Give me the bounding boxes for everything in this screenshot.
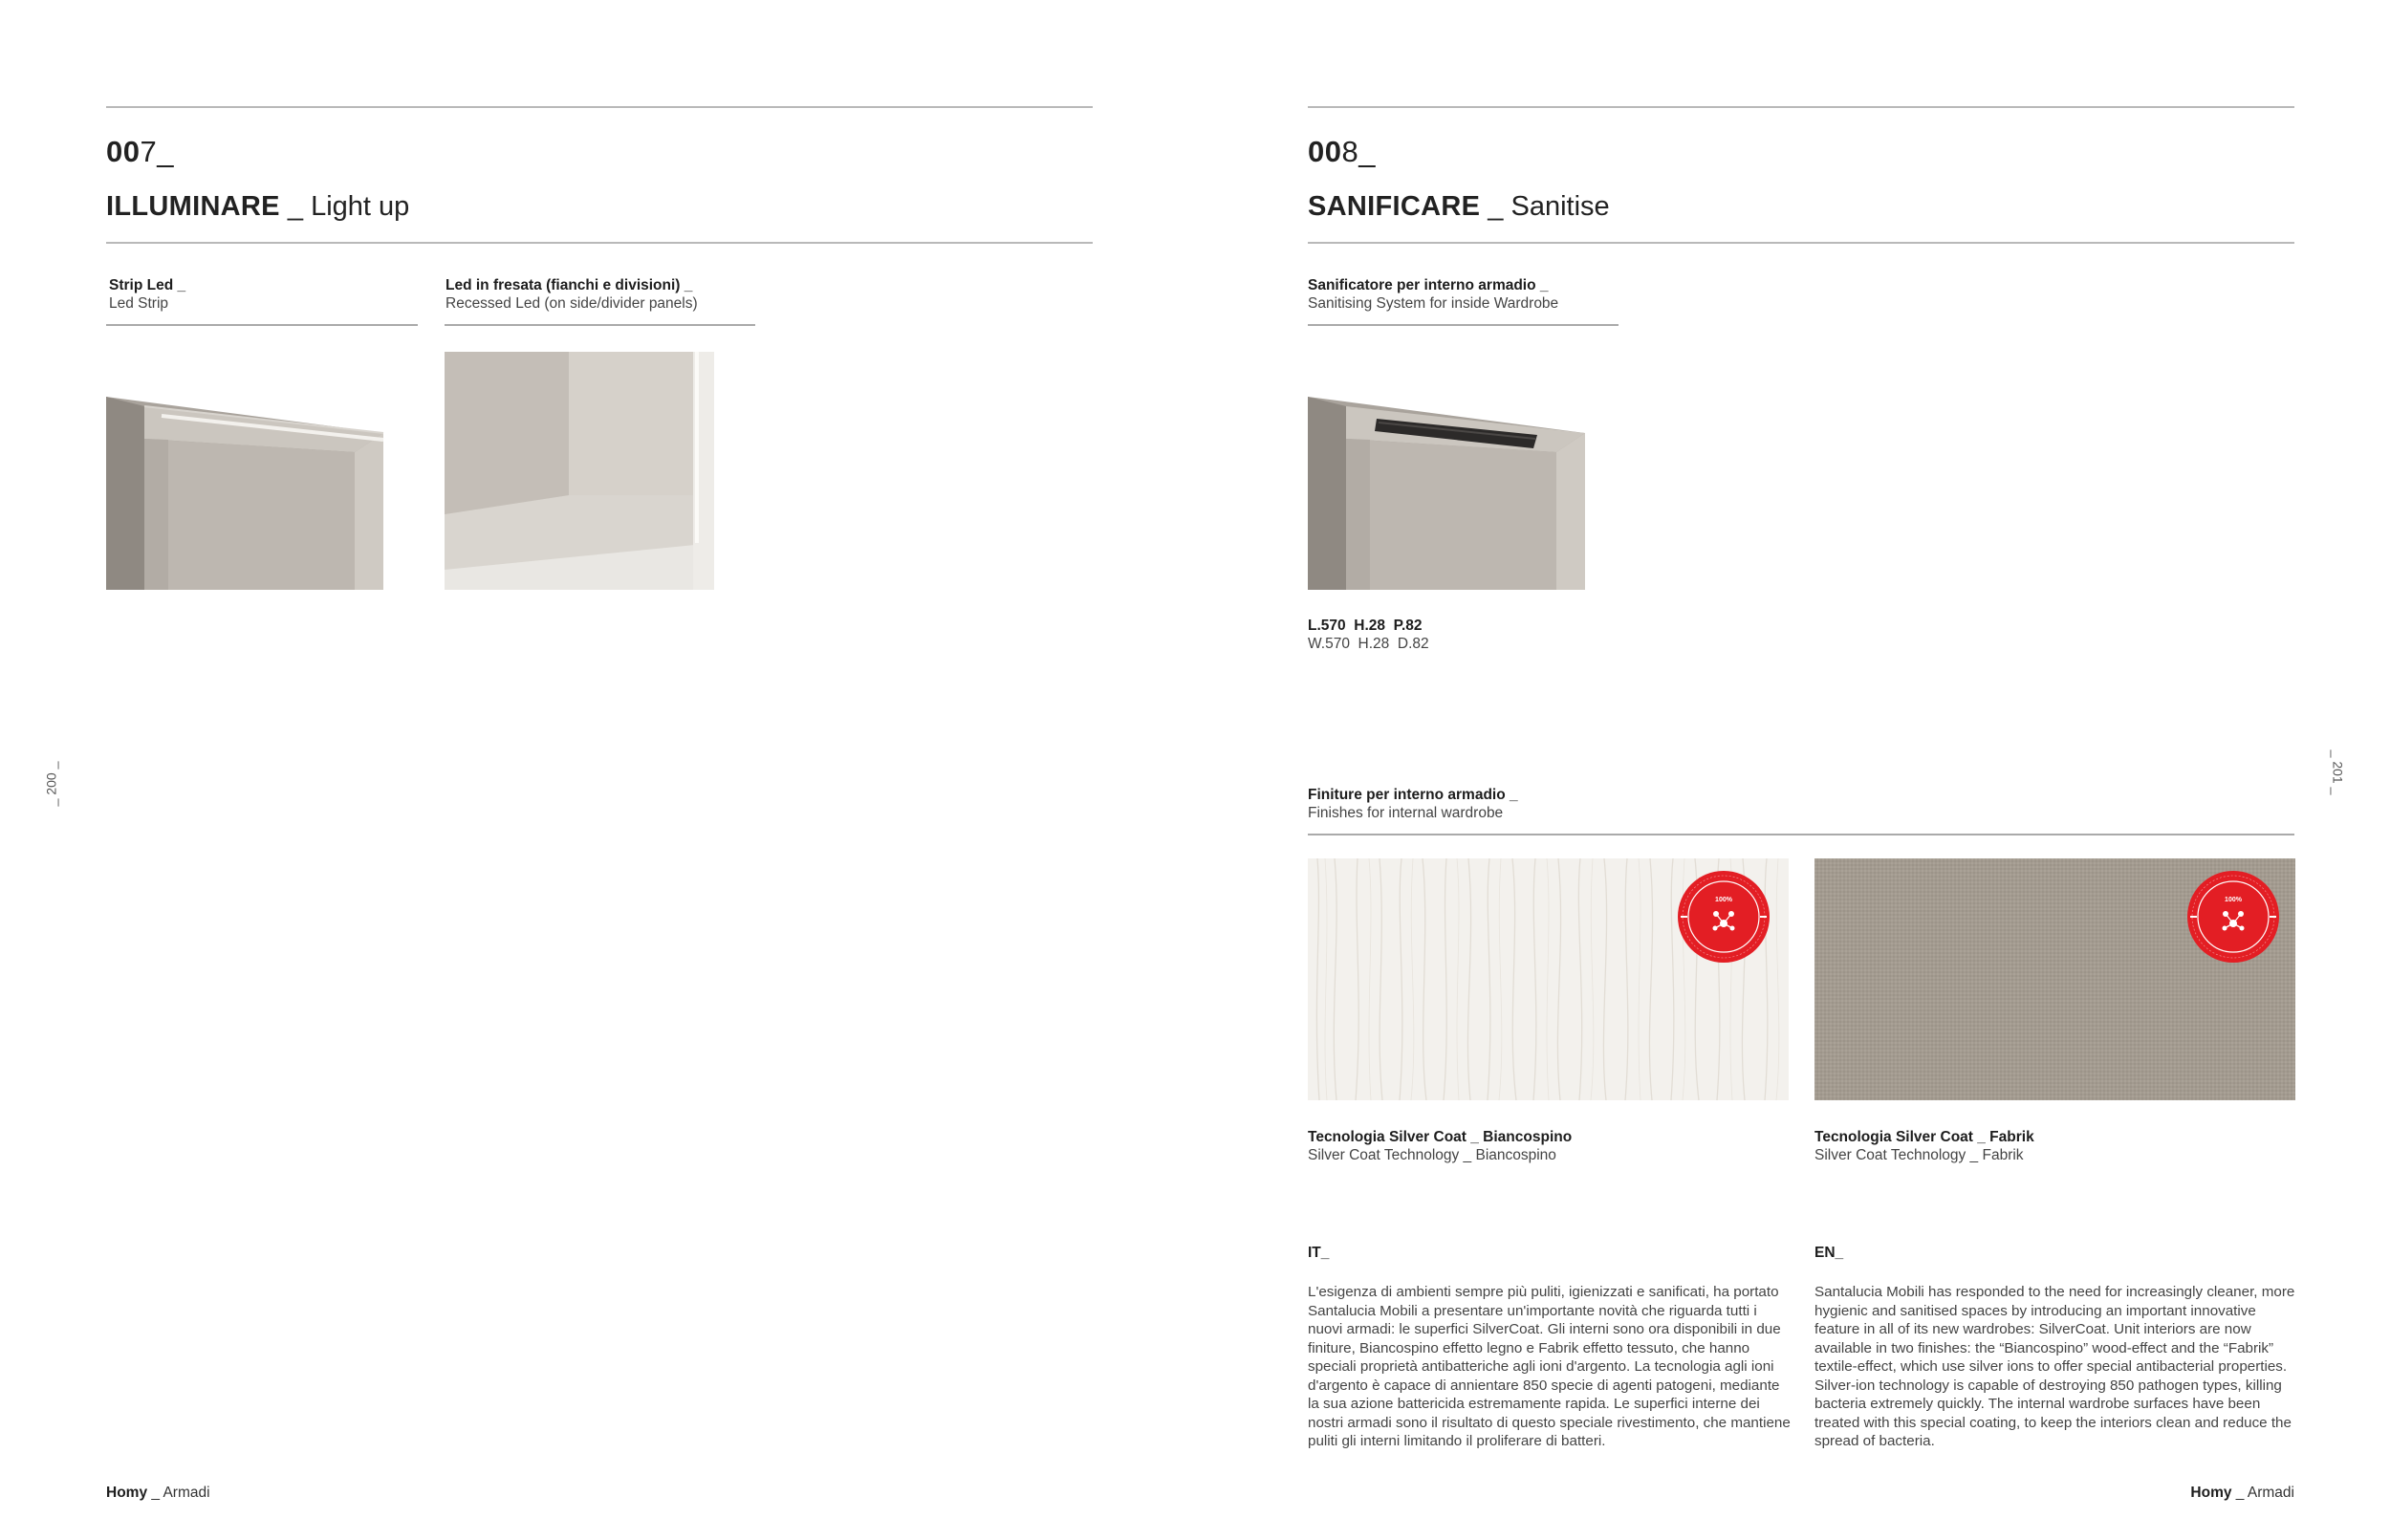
- item-label-sanitiser: Sanificatore per interno armadio _ Sanitising System for inside Wardrobe: [1308, 277, 1559, 312]
- strip-led-photo: [106, 397, 393, 590]
- sanitiser-photo: [1308, 397, 1595, 590]
- item-label-recessed-led: Led in fresata (fianchi e divisioni) _ Recessed Led (on side/divider panels): [445, 277, 698, 312]
- section-rule-left: [106, 242, 1093, 244]
- page-number-200: _ 200 _: [43, 761, 59, 807]
- section-number-008: 008_: [1308, 135, 1376, 168]
- top-rule-right: [1308, 106, 2294, 108]
- top-rule-left: [106, 106, 1093, 108]
- item-rule-strip-led: [106, 324, 418, 326]
- dimensions: L.570 H.28 P.82 W.570 H.28 D.82: [1308, 618, 1429, 652]
- recessed-led-photo: [445, 352, 714, 590]
- silver-coat-badge-icon: [1677, 870, 1771, 964]
- description-it: L'esigenza di ambienti sempre più puliti, igienizzati e sanificati, ha portato Santalucia Mobili a presentare un'importante novità che riguarda tutti i nuovi armadi: le superfici SilverCoat. Gli interni sono ora disponibili in due finiture, Biancospino effetto legno e Fabrik effetto tessuto, che hanno speciali proprietà antibatteriche agli ioni d'argento. La tecnologia agli ioni d'argento è capace di annientare 850 specie di agenti patogeni, mediante la sua azione battericida estremamente rapida. Le superfici interne dei nostri armadi sono il risultato di questo speciale rivestimento, che mantiene puliti gli interni limitando il proliferare di batteri.: [1308, 1284, 1791, 1449]
- item-rule-recessed-led: [445, 324, 755, 326]
- finishes-rule: [1308, 834, 2294, 835]
- section-rule-right: [1308, 242, 2294, 244]
- silver-coat-badge-icon: [2186, 870, 2280, 964]
- section-number-007: 007_: [106, 135, 174, 168]
- footer-left: Homy _ Armadi: [106, 1485, 210, 1501]
- description-en: Santalucia Mobili has responded to the need for increasingly cleaner, more hygienic and sanitised spaces by introducing an important innovative feature in all of its new wardrobes: SilverCoat. Unit interiors are now available in two finishes: the “Biancospino” wood-effect and the “Fabrik” textile-effect, which use silver ions to offer special antibacterial properties. Silver-ion technology is capable of destroying 850 pathogen types, killing bacteria extremely quickly. The internal wardrobe surfaces have been treated with this special coating, to keep the interiors clean and reduce the spread of bacteria.: [1814, 1284, 2295, 1449]
- svg-text:100%: 100%: [2225, 897, 2242, 903]
- item-rule-sanitiser: [1308, 324, 1619, 326]
- page-number-201: _ 201 _: [2330, 749, 2346, 795]
- swatch-label-biancospino: Tecnologia Silver Coat _ Biancospino Silver Coat Technology _ Biancospino: [1308, 1129, 1573, 1163]
- lang-label-it: IT_: [1308, 1245, 1330, 1261]
- section-title-sanificare: SANIFICARE _ Sanitise: [1308, 191, 1610, 222]
- item-label-strip-led: Strip Led _ Led Strip: [109, 277, 186, 312]
- lang-label-en: EN_: [1814, 1245, 1844, 1261]
- footer-right: Homy _ Armadi: [2190, 1485, 2294, 1501]
- swatch-label-fabrik: Tecnologia Silver Coat _ Fabrik Silver Coat Technology _ Fabrik: [1814, 1129, 2034, 1163]
- svg-text:100%: 100%: [1715, 897, 1732, 903]
- finishes-label: Finiture per interno armadio _ Finishes for internal wardrobe: [1308, 787, 1518, 821]
- section-title-illuminare: ILLUMINARE _ Light up: [106, 191, 410, 222]
